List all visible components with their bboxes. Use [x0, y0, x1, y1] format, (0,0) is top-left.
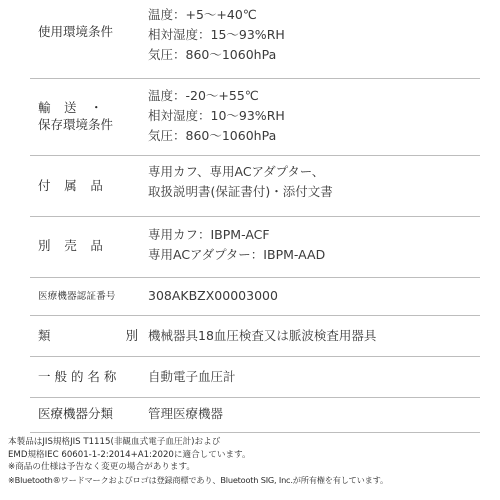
spec-label: 医療機器認証番号 [38, 291, 116, 302]
spec-value: 相対湿度：10〜93%RH [148, 108, 285, 123]
spec-label-line1: 輸 送 ・ [38, 100, 104, 115]
spec-row-generic-name [30, 357, 480, 397]
spec-value: 308AKBZX00003000 [148, 288, 278, 303]
spec-row-classification [30, 316, 480, 356]
spec-value: 気圧：860〜1060hPa [148, 47, 277, 62]
row-divider [30, 432, 480, 433]
spec-row-device-category [30, 398, 480, 432]
spec-row-optional-items [30, 217, 480, 277]
spec-value: 温度：+5〜+40℃ [148, 7, 257, 22]
spec-value: 自動電子血圧計 [148, 369, 236, 384]
spec-values [148, 326, 376, 346]
spec-values [148, 367, 236, 387]
spec-value: 専用カフ、専用ACアダプター、 [148, 164, 325, 179]
spec-label: 医療機器分類 [38, 406, 114, 421]
footnote: ※Bluetooth®ワードマークおよびロゴは登録商標であり、Bluetooth SIG, Inc.が所有権を有しています。 [8, 474, 388, 485]
spec-values [148, 86, 285, 146]
spec-row-certification-number [30, 278, 480, 315]
spec-value: 気圧：860〜1060hPa [148, 128, 277, 143]
spec-value: 相対湿度：15〜93%RH [148, 27, 285, 42]
spec-value: 温度：-20〜+55℃ [148, 88, 259, 103]
spec-label-part: 別 [125, 328, 138, 343]
spec-row-accessories [30, 156, 480, 216]
footnotes [8, 436, 494, 486]
footnote: ※商品の仕様は予告なく変更の場合があります。 [8, 462, 195, 472]
spec-values [148, 162, 333, 202]
spec-label-part: 類 [38, 328, 51, 343]
spec-label: 別 売 品 [38, 238, 104, 253]
spec-values [148, 286, 278, 306]
spec-values [148, 404, 223, 424]
spec-value: 取扱説明書(保証書付)・添付文書 [148, 184, 333, 199]
spec-values [148, 5, 285, 65]
footnote: 本製品はJIS規格JIS T1115(非観血式電子血圧計)および [8, 437, 221, 447]
spec-value: 機械器具18血圧検査又は脈波検査用器具 [148, 328, 377, 343]
spec-value: 専用ACアダプター：IBPM-AAD [148, 247, 326, 262]
spec-value: 専用カフ：IBPM-ACF [148, 227, 270, 242]
spec-label: 一 般 的 名 称 [38, 369, 117, 384]
footnote: EMD規格IEC 60601-1-2:2014+A1:2020に適合しています。 [8, 449, 251, 460]
spec-row-storage-environment [30, 79, 480, 155]
spec-label: 付 属 品 [38, 178, 104, 193]
spec-label [38, 327, 138, 345]
spec-values [148, 225, 325, 265]
spec-value: 管理医療機器 [148, 406, 224, 421]
spec-row-operating-environment [30, 0, 480, 78]
spec-label-line2: 保存環境条件 [38, 117, 114, 132]
spec-label: 使用環境条件 [38, 24, 114, 39]
